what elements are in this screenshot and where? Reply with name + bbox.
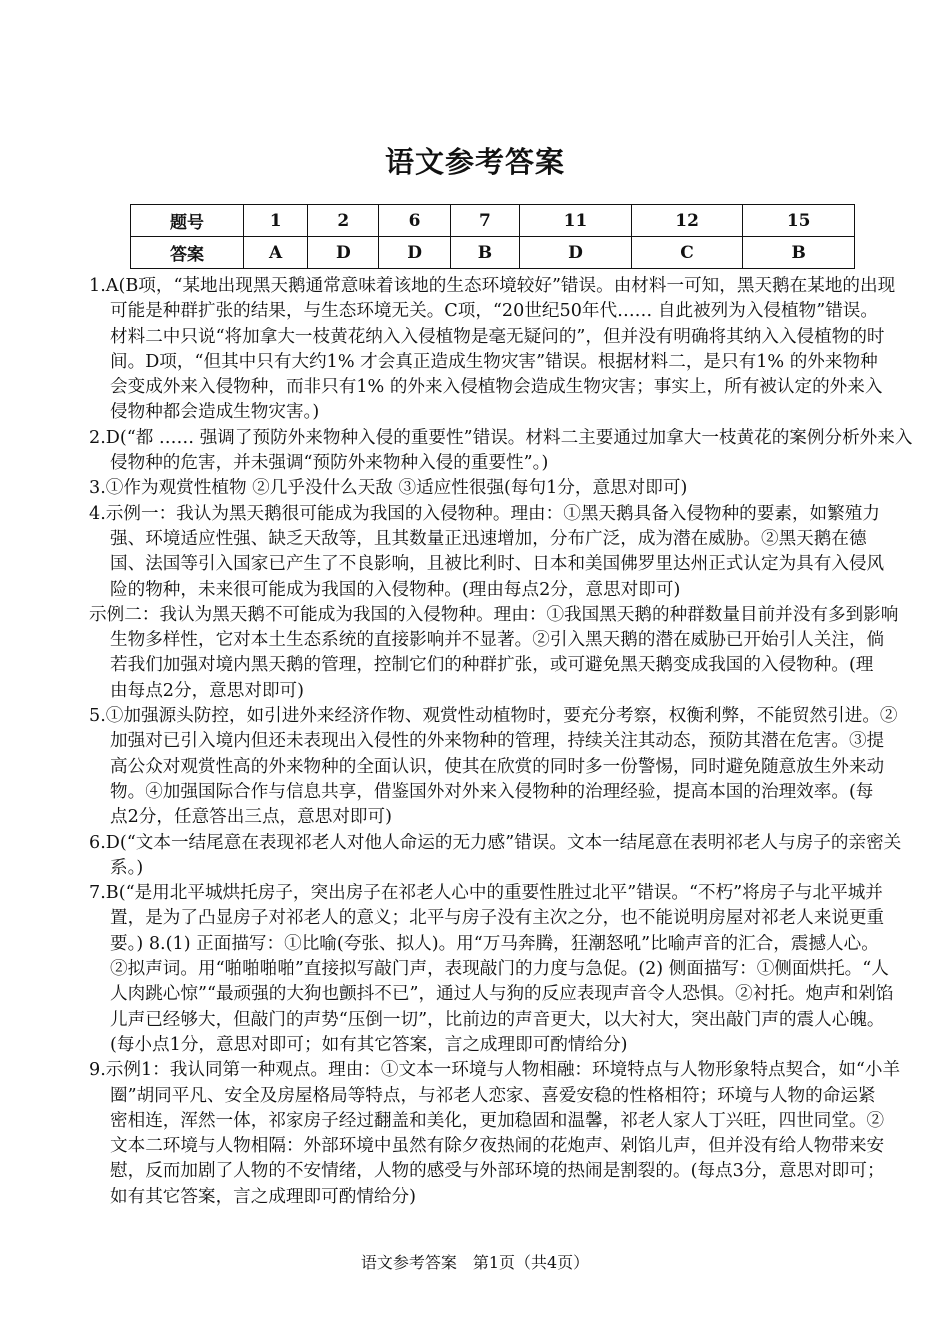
text-line: 生物多样性，它对本土生态系统的直接影响并不显著。②引入黑天鹅的潜在威胁已开始引人关注，倘 — [110, 630, 885, 651]
answer-letter: B — [743, 237, 855, 269]
text-line: 若我们加强对境内黑天鹅的管理，控制它们的种群扩张，或可避免黑天鹅变成我国的入侵物种。(理 — [110, 655, 874, 676]
row-label: 题号 — [131, 205, 244, 237]
question-number: 2 — [308, 205, 379, 237]
page-footer: 语文参考答案 第1页（共4页） — [360, 1253, 590, 1272]
text-line: 人肉跳心惊”“最顽强的大狗也颤抖不已”，通过人与狗的反应表现声音令人恐惧。②衬托。炮声和剁馅 — [110, 984, 894, 1005]
answer-paragraph — [89, 476, 869, 501]
answer-paragraph — [89, 881, 894, 1058]
text-line: 由每点2分，意思对即可) — [110, 680, 304, 701]
answer-paragraph — [89, 831, 902, 882]
text-line: 3.①作为观赏性植物 ②几乎没什么天敌 ③适应性很强(每句1分，意思对即可) — [89, 478, 688, 499]
answer-letter: D — [308, 237, 379, 269]
question-number: 7 — [450, 205, 520, 237]
text-line: 1.A(B项，“某地出现黑天鹅通常意味着该地的生态环境较好”错误。由材料一可知，黑天鹅在某地的出现 — [89, 276, 896, 296]
answer-paragraph — [89, 603, 899, 704]
answer-letter: A — [244, 237, 308, 269]
text-line: 5.①加强源头防控，如引进外来经济作物、观赏性动植物时，要充分考察，权衡利弊，不能贸然引进。② — [89, 706, 898, 727]
text-line: 2.D(“都 …… 强调了预防外来物种入侵的重要性”错误。材料二主要通过加拿大一枝黄花的案例分析外来入 — [89, 427, 913, 448]
text-line: 点2分，任意答出三点，意思对即可) — [110, 807, 392, 828]
answer-table — [130, 204, 855, 269]
text-line: 要。) 8.(1) 正面描写：①比喻(夸张、拟人)。用“万马奔腾，狂潮怒吼”比喻声音的汇合，震撼人心。 — [110, 933, 879, 954]
text-line: 密相连，浑然一体，祁家房子经过翻盖和美化，更加稳固和温馨，祁老人家人丁兴旺，四世同堂。② — [110, 1110, 885, 1131]
text-line: 圈”胡同平凡、安全及房屋格局等特点，与祁老人恋家、喜爱安稳的性格相符；环境与人物的命运紧 — [110, 1085, 876, 1106]
text-line: 置，是为了凸显房子对祁老人的意义；北平与房子没有主次之分，也不能说明房屋对祁老人来说更重 — [110, 908, 885, 929]
text-line: 强、环境适应性强、缺乏天敌等，且其数量正迅速增加，分布广泛，成为潜在威胁。②黑天鹅在德 — [110, 528, 867, 549]
text-line: 侵物种的危害，并未强调“预防外来物种入侵的重要性”。) — [110, 453, 549, 474]
text-line: 儿声已经够大，但敲门的声势“压倒一切”，比前边的声音更大，以大衬大，突出敲门声的震人心魄。 — [110, 1009, 885, 1030]
question-number: 12 — [631, 205, 743, 237]
answer-letter: C — [631, 237, 743, 269]
answer-letter: D — [520, 237, 632, 269]
question-number: 6 — [379, 205, 450, 237]
text-line: 示例二：我认为黑天鹅不可能成为我国的入侵物种。理由：①我国黑天鹅的种群数量目前并没有多到影响 — [89, 604, 899, 625]
text-line: 国、法国等引入国家已产生了不良影响，且被比利时、日本和美国佛罗里达州正式认定为具有入侵风 — [110, 554, 885, 575]
text-line: 侵物种都会造成生物灾害。) — [110, 402, 320, 423]
answer-paragraph — [89, 502, 885, 603]
question-number: 11 — [520, 205, 632, 237]
text-line: 险的物种，未来很可能成为我国的入侵物种。(理由每点2分，意思对即可) — [110, 579, 681, 600]
answer-letter: B — [450, 237, 520, 269]
text-line: (每小点1分，意思对即可；如有其它答案，言之成理即可酌情给分) — [110, 1034, 628, 1055]
text-line: 文本二环境与人物相隔：外部环境中虽然有除夕夜热闹的花炮声、剁馅儿声，但并没有给人物带来安 — [110, 1136, 885, 1157]
text-line: 慰，反而加剧了人物的不安情绪，人物的感受与外部环境的热闹是割裂的。(每点3分，意思对即可； — [110, 1161, 885, 1182]
table-row-answers — [131, 237, 855, 269]
text-line: 9.示例1：我认同第一种观点。理由：①文本一环境与人物相融：环境特点与人物形象特点契合，如“小羊 — [89, 1060, 901, 1081]
text-line: ②拟声词。用“啪啪啪啪”直接拟写敲门声，表现敲门的力度与急促。(2) 侧面描写：①侧面烘托。“人 — [110, 959, 889, 980]
text-line: 高公众对观赏性高的外来物种的全面认识，使其在欣赏的同时多一份警惕，同时避免随意放生外来动 — [110, 756, 885, 777]
text-line: 6.D(“文本一结尾意在表现祁老人对他人命运的无力感”错误。文本一结尾意在表明祁老人与房子的亲密关 — [89, 832, 902, 853]
text-line: 4.示例一：我认为黑天鹅很可能成为我国的入侵物种。理由：①黑天鹅具备入侵物种的要素，如繁殖力 — [89, 503, 880, 524]
table-row-numbers — [131, 205, 855, 237]
question-number: 15 — [743, 205, 855, 237]
text-line: 会变成外来入侵物种，而非只有1% 的外来入侵植物会造成生物灾害；事实上，所有被认定的外来入 — [110, 377, 883, 398]
text-line: 可能是种群扩张的结果，与生态环境无关。C项，“20世纪50年代…… 自此被列为入侵植物”错误。 — [110, 301, 878, 322]
text-line: 7.B(“是用北平城烘托房子，突出房子在祁老人心中的重要性胜过北平”错误。“不朽”将房子与北平城并 — [89, 883, 883, 904]
answer-paragraph — [89, 426, 913, 477]
answer-paragraph — [89, 1058, 901, 1210]
text-line: 物。④加强国际合作与信息共享，借鉴国外对外来入侵物种的治理经验，提高本国的治理效率。(每 — [110, 781, 874, 802]
text-line: 材料二中只说“将加拿大一枝黄花纳入入侵植物是毫无疑问的”，但并没有明确将其纳入入侵植物的时 — [110, 326, 885, 347]
text-line: 系。) — [110, 857, 144, 878]
answer-paragraph — [89, 274, 896, 426]
answer-letter: D — [379, 237, 450, 269]
answer-body — [89, 274, 913, 1210]
text-line: 间。D项，“但其中只有大约1% 才会真正造成生物灾害”错误。根据材料二，是只有1% 的外来物种 — [110, 351, 878, 372]
text-line: 如有其它答案，言之成理即可酌情给分) — [110, 1186, 416, 1207]
answer-paragraph — [89, 704, 898, 830]
page-title: 语文参考答案 — [384, 145, 565, 179]
text-line: 加强对已引入境内但还未表现出入侵性的外来物种的管理，持续关注其动态，预防其潜在危害。③提 — [110, 731, 885, 752]
question-number: 1 — [244, 205, 308, 237]
row-label: 答案 — [131, 237, 244, 269]
